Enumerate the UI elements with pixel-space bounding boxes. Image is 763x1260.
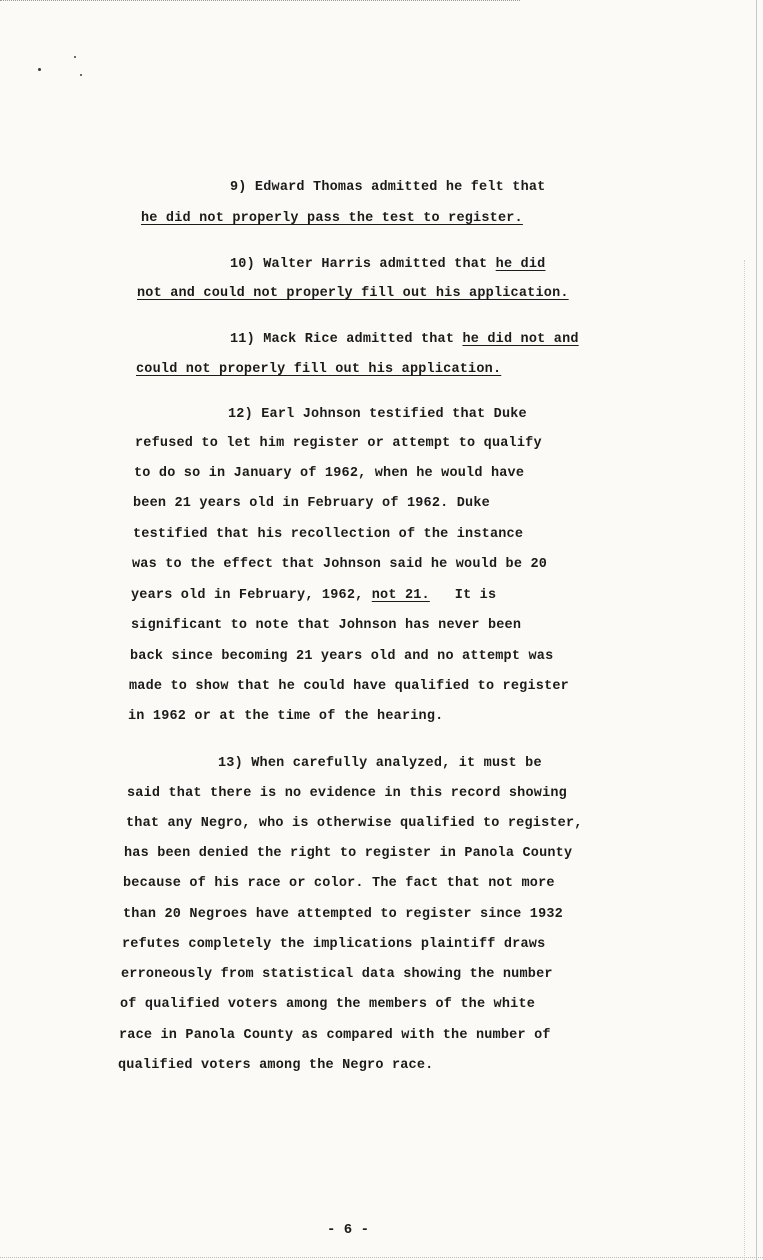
paragraph-13-line-11: qualified voters among the Negro race. — [118, 1058, 434, 1073]
paragraph-9-line-2 — [141, 211, 523, 227]
paragraph-9-number: 9) — [230, 180, 247, 195]
scan-speck — [74, 56, 76, 58]
paragraph-12-line-6: was to the effect that Johnson said he would be 20 — [132, 557, 548, 572]
paragraph-13-line-5: because of his race or color. The fact that not more — [123, 876, 555, 891]
paragraph-10-text: Walter Harris admitted that — [263, 257, 496, 272]
paragraph-12-underlined: not 21. — [371, 588, 430, 603]
paragraph-13-number: 13) — [218, 756, 243, 771]
paragraph-10-underlined-start: he did — [495, 257, 546, 272]
paragraph-12-line-9: back since becoming 21 years old and no attempt was — [130, 649, 554, 664]
paragraph-13-line-3: that any Negro, who is otherwise qualified to register, — [126, 816, 583, 831]
paragraph-11-underlined-start: he did not and — [462, 332, 579, 347]
paragraph-12-text-7: years old in February, 1962, — [131, 588, 372, 603]
scan-speck — [38, 68, 41, 71]
paragraph-12-number: 12) — [228, 407, 253, 422]
paragraph-10-number: 10) — [230, 257, 255, 272]
paragraph-10-underlined: not and could not properly fill out his application. — [137, 286, 569, 301]
scan-edge-right — [756, 0, 757, 1260]
paragraph-13-line-1 — [218, 756, 542, 772]
scan-edge-right-inner — [744, 260, 745, 1260]
paragraph-13-line-2: said that there is no evidence in this record showing — [127, 786, 567, 801]
scan-edge-top — [0, 0, 520, 1]
paragraph-12-line-5: testified that his recollection of the instance — [133, 527, 524, 542]
paragraph-9-text: Edward Thomas admitted he felt that — [254, 180, 546, 195]
paragraph-10-line-2 — [137, 286, 569, 302]
paragraph-13-text-1: When carefully analyzed, it must be — [251, 756, 542, 771]
paragraph-13-line-7: refutes completely the implications plaintiff draws — [122, 937, 546, 952]
page-number: - 6 - — [327, 1222, 370, 1238]
paragraph-9-line-1 — [230, 180, 545, 196]
paragraph-12-line-1 — [228, 407, 527, 423]
paragraph-12-text-7b: It is — [429, 588, 497, 603]
paragraph-9-underlined: he did not properly pass the test to register. — [141, 211, 523, 226]
paragraph-12-text-1: Earl Johnson testified that Duke — [261, 407, 527, 422]
paragraph-11-underlined: could not properly fill out his application. — [136, 362, 502, 377]
paragraph-11-number: 11) — [230, 332, 255, 347]
paragraph-11-line-1 — [230, 332, 579, 348]
paragraph-12-line-4: been 21 years old in February of 1962. Duke — [133, 496, 490, 511]
paragraph-12-line-11: in 1962 or at the time of the hearing. — [128, 709, 444, 724]
scan-edge-bottom — [0, 1257, 763, 1258]
paragraph-13-line-6: than 20 Negroes have attempted to register since 1932 — [123, 907, 563, 922]
scan-speck — [80, 74, 82, 76]
paragraph-13-line-9: of qualified voters among the members of the white — [120, 997, 536, 1012]
paragraph-11-line-2 — [136, 362, 501, 378]
paragraph-12-line-10: made to show that he could have qualified to register — [129, 679, 569, 694]
paragraph-12-line-7 — [131, 588, 496, 604]
paragraph-12-line-2: refused to let him register or attempt to qualify — [135, 436, 542, 451]
paragraph-12-line-3: to do so in January of 1962, when he would have — [134, 466, 525, 481]
paragraph-13-line-4: has been denied the right to register in Panola County — [124, 846, 573, 861]
paragraph-11-text: Mack Rice admitted that — [263, 332, 463, 347]
paragraph-13-line-8: erroneously from statistical data showing the number — [121, 967, 553, 982]
paragraph-12-line-8: significant to note that Johnson has never been — [131, 618, 522, 633]
paragraph-13-line-10: race in Panola County as compared with the number of — [119, 1028, 551, 1043]
paragraph-10-line-1 — [230, 257, 545, 273]
